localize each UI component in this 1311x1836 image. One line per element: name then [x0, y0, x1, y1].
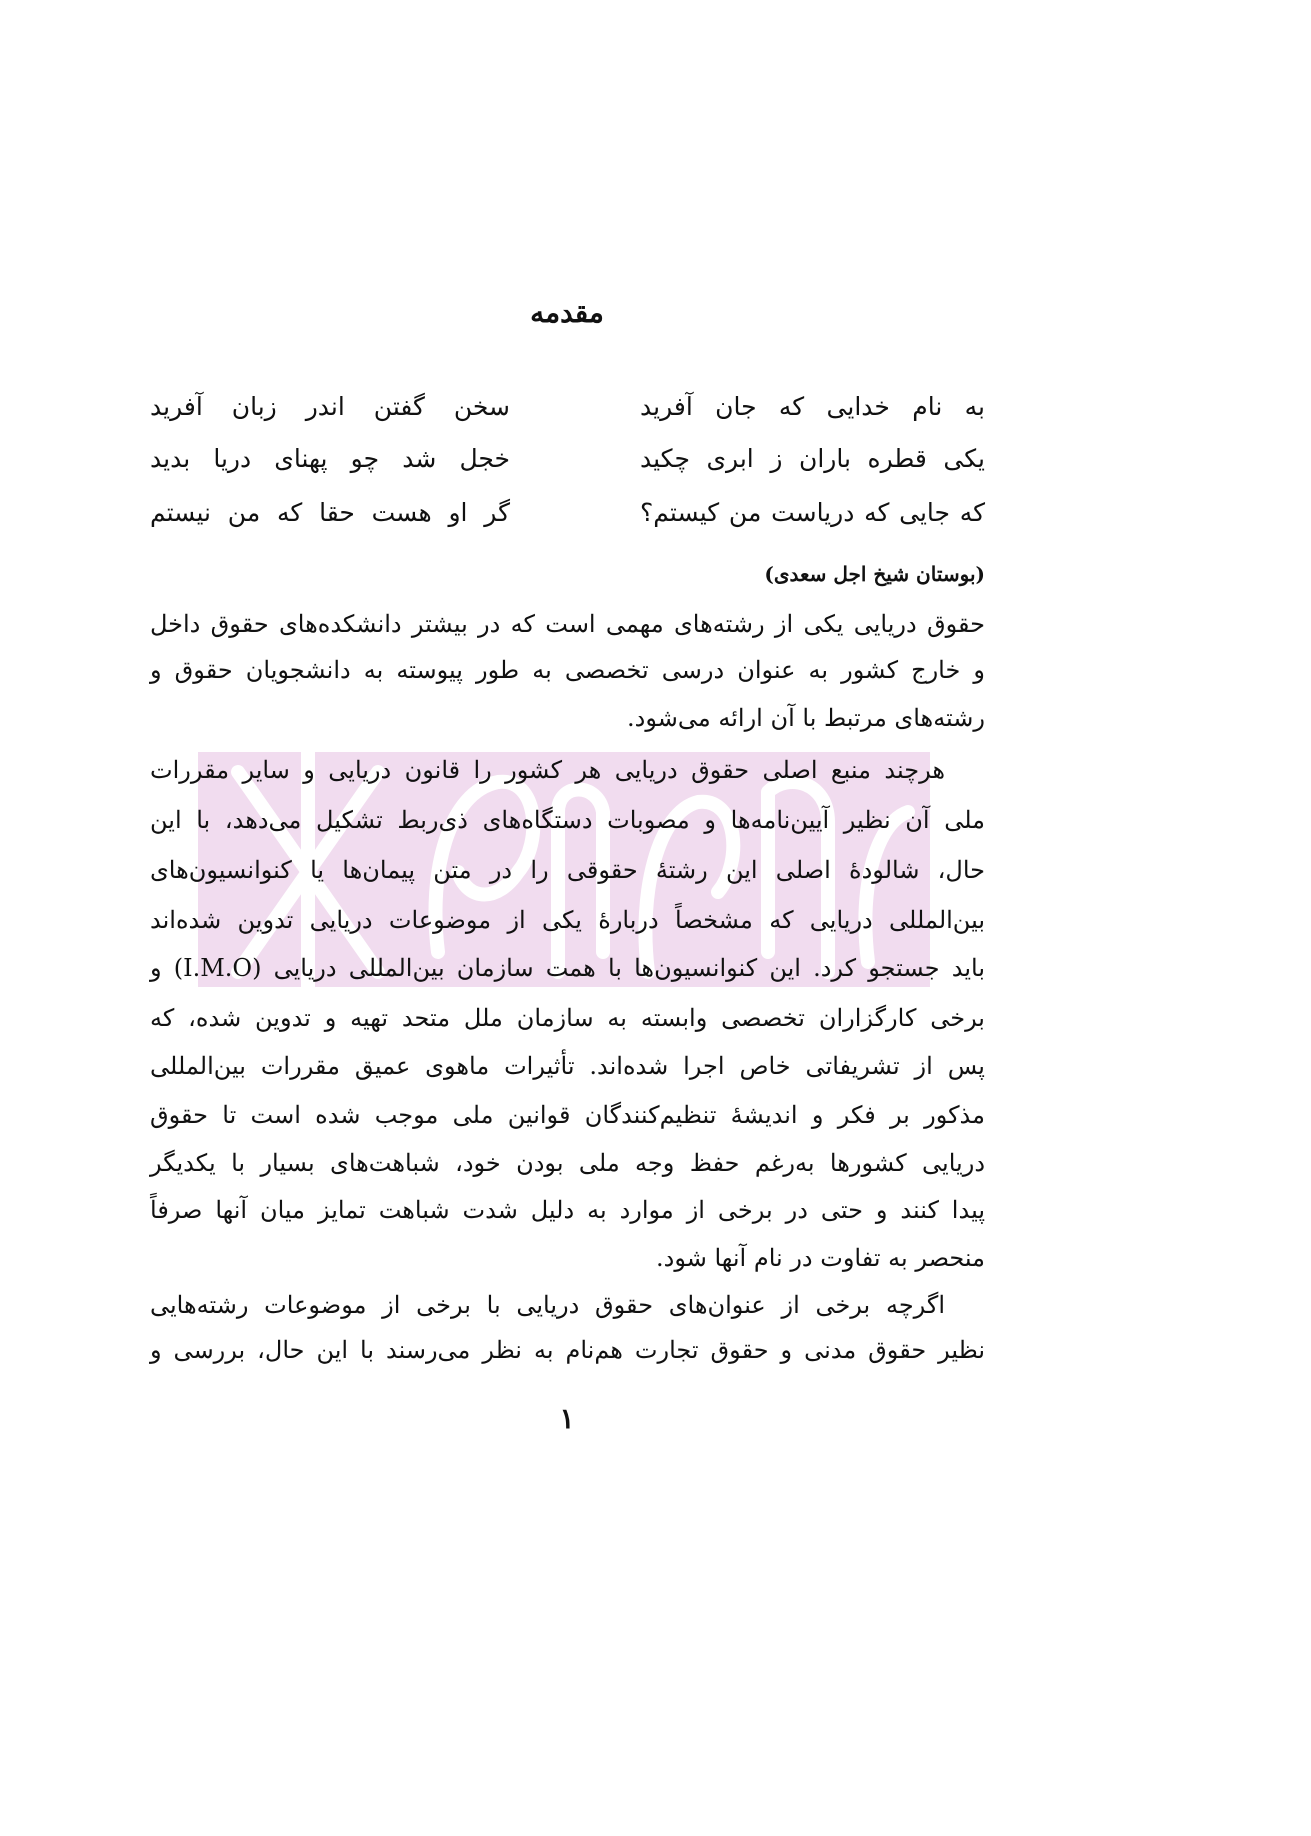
verse-second-hemistich: خجل شد چو پهنای دریا بدید [150, 444, 510, 473]
text-line: و خارج کشور به عنوان درسی تخصصی به طور پیوسته به دانشجویان حقوق و [150, 656, 985, 684]
text-line: دریایی کشورها به‌رغم حفظ وجه ملی بودن خود، شباهت‌های بسیار با یکدیگر [150, 1149, 986, 1177]
page-number: ۱ [559, 1402, 575, 1435]
text-line: نظیر حقوق مدنی و حقوق تجارت هم‌نام به نظر می‌رسند با این حال، بررسی و [150, 1336, 985, 1364]
chapter-title: مقدمه [530, 296, 604, 329]
text-line: منحصر به تفاوت در نام آنها شود. [656, 1244, 985, 1272]
text-line: پیدا کنند و حتی در برخی از موارد به دلیل شدت شباهت تمایز میان آنها صرفاً [150, 1196, 985, 1224]
poem-attribution: (بوستان شیخ اجل سعدی) [764, 562, 985, 586]
text-line: بین‌المللی دریایی که مشخصاً دربارهٔ یکی از موضوعات دریایی تدوین شده‌اند [150, 906, 985, 934]
verse-second-hemistich: سخن گفتن اندر زبان آفرید [150, 392, 510, 421]
verse-first-hemistich: به نام خدایی که جان آفرید [640, 392, 985, 421]
text-line: ملی آن نظیر آیین‌نامه‌ها و مصوبات دستگاه‌های ذی‌ربط تشکیل می‌دهد، با این [150, 806, 985, 834]
text-line: هرچند منبع اصلی حقوق دریایی هر کشور را قانون دریایی و سایر مقررات [150, 756, 945, 784]
verse-second-hemistich: گر او هست حقا که من نیستم [150, 498, 510, 527]
text-line: رشته‌های مرتبط با آن ارائه می‌شود. [627, 704, 985, 732]
text-line: برخی کارگزاران تخصصی وابسته به سازمان ملل متحد تهیه و تدوین شده، که [150, 1004, 985, 1032]
text-line: مذکور بر فکر و اندیشهٔ تنظیم‌کنندگان قوانین ملی موجب شده است تا حقوق [150, 1101, 985, 1129]
verse-first-hemistich: یکی قطره باران ز ابری چکید [640, 444, 985, 473]
poem-verse [150, 498, 985, 538]
text-line: حال، شالودهٔ اصلی این رشتهٔ حقوقی را در متن پیمان‌ها یا کنوانسیون‌های [150, 856, 986, 884]
text-line: حقوق دریایی یکی از رشته‌های مهمی است که در بیشتر دانشکده‌های حقوق داخل [150, 610, 985, 638]
text-line: اگرچه برخی از عنوان‌های حقوق دریایی با برخی از موضوعات رشته‌هایی [150, 1291, 945, 1319]
poem-verse [150, 444, 985, 484]
poem-verse [150, 392, 985, 432]
text-line: باید جستجو کرد. این کنوانسیون‌ها با همت سازمان بین‌المللی دریایی (I.M.O) و [150, 954, 986, 982]
verse-first-hemistich: که جایی که دریاست من کیستم؟ [640, 498, 985, 527]
text-line: پس از تشریفاتی خاص اجرا شده‌اند. تأثیرات ماهوی عمیق مقررات بین‌المللی [150, 1052, 985, 1080]
